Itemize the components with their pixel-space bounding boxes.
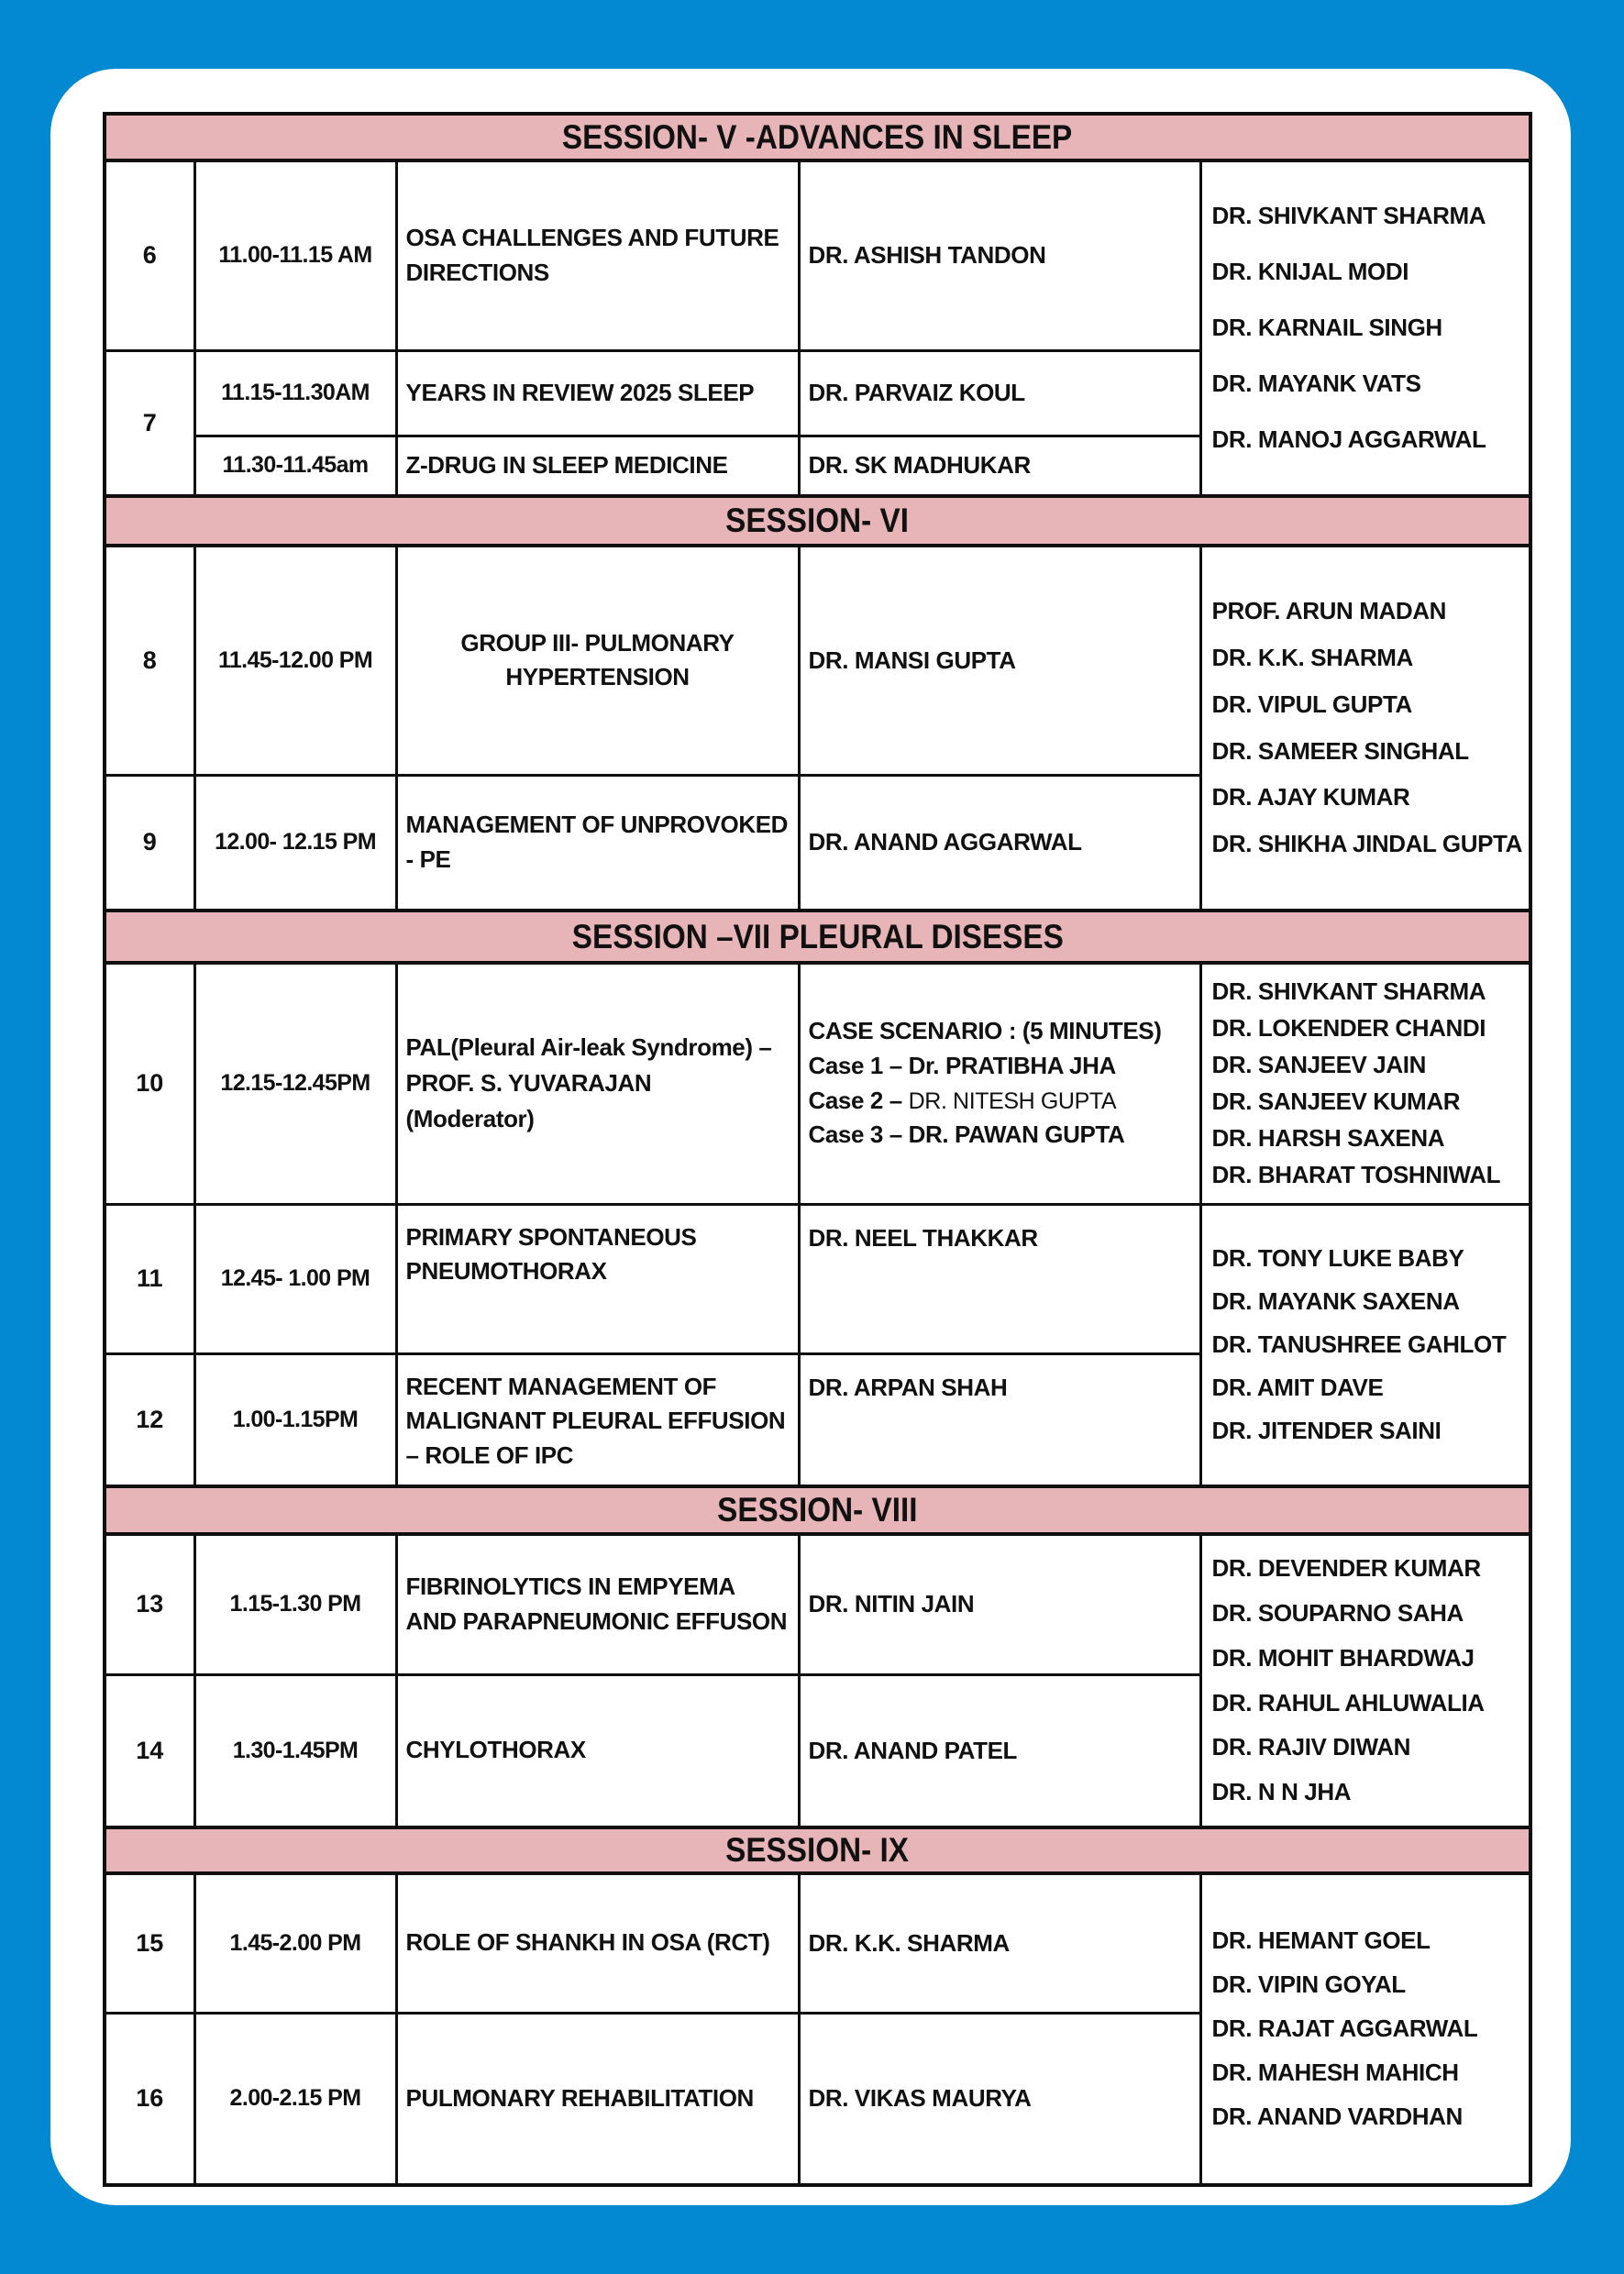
chairperson-name: PROF. ARUN MADAN [1211,596,1447,624]
serial-cell: 14 [105,1674,194,1827]
case-2-speaker: DR. NITESH GUPTA [908,1087,1117,1114]
chairpersons-cell [1200,1873,1530,2185]
speaker-cell: DR. NEEL THAKKAR [799,1204,1200,1353]
serial-cell: 10 [105,963,194,1204]
serial-cell: 8 [105,546,194,775]
topic-line: (Moderator) [405,1105,535,1133]
session-v-title: SESSION- V -ADVANCES IN SLEEP [562,117,1073,156]
session-vii-header-row [105,911,1530,963]
time-cell: 1.15-1.30 PM [194,1534,396,1674]
schedule-table [103,112,1532,2187]
chairpersons-cell [1200,160,1530,496]
session-ix-header [105,1827,1530,1873]
chairperson-name: DR. LOKENDER CHANDI [1211,1013,1486,1042]
topic-cell: FIBRINOLYTICS IN EMPYEMA AND PARAPNEUMONIC EFFUSON [396,1534,799,1674]
session-ix-title: SESSION- IX [725,1831,910,1869]
case-scenario-heading: CASE SCENARIO : (5 MINUTES) [808,1017,1162,1045]
chairperson-name: DR. MAYANK VATS [1211,369,1421,397]
chairperson-name: DR. KARNAIL SINGH [1211,314,1442,342]
chairperson-name: DR. MOHIT BHARDWAJ [1211,1643,1475,1672]
serial-cell: 6 [105,160,194,350]
chairperson-name: DR. RAJIV DIWAN [1211,1733,1410,1761]
chairpersons-cell [1200,546,1530,911]
session-vi-header [105,496,1530,546]
time-cell: 2.00-2.15 PM [194,2013,396,2185]
time-cell: 1.00-1.15PM [194,1353,396,1486]
chairperson-name: DR. SOUPARNO SAHA [1211,1598,1464,1627]
session-v-header [105,114,1530,160]
chairperson-name: DR. MANOJ AGGARWAL [1211,425,1486,453]
session-viii-header-row [105,1486,1530,1534]
speaker-cell: DR. ARPAN SHAH [799,1353,1200,1486]
speaker-cell: DR. SK MADHUKAR [799,436,1200,496]
speaker-cell: DR. NITIN JAIN [799,1534,1200,1674]
topic-cell: PULMONARY REHABILITATION [396,2013,799,2185]
chairperson-name: DR. HEMANT GOEL [1211,1926,1431,1955]
speaker-cell: DR. MANSI GUPTA [799,546,1200,775]
serial-cell: 9 [105,775,194,911]
topic-cell [396,963,799,1204]
chairperson-name: DR. SAMEER SINGHAL [1211,736,1469,765]
chairperson-name: DR. SANJEEV JAIN [1211,1050,1426,1078]
chairperson-name: DR. SHIKHA JINDAL GUPTA [1211,830,1522,858]
topic-cell: GROUP III- PULMONARY HYPERTENSION [396,546,799,775]
chairpersons-cell [1200,1534,1530,1827]
chairperson-name: DR. SHIVKANT SHARMA [1211,977,1486,1006]
speaker-cell: DR. ANAND AGGARWAL [799,775,1200,911]
chairpersons-cell [1200,1204,1530,1486]
speaker-cell: DR. PARVAIZ KOUL [799,350,1200,436]
chairperson-name: DR. AMIT DAVE [1211,1373,1384,1401]
table-row [105,1204,1530,1353]
case-2-line [809,1084,1194,1119]
time-cell: 11.45-12.00 PM [194,546,396,775]
table-row [105,963,1530,1204]
time-cell: 11.15-11.30AM [194,350,396,436]
topic-cell: MANAGEMENT OF UNPROVOKED - PE [396,775,799,911]
speaker-cell: DR. K.K. SHARMA [799,1873,1200,2013]
chairperson-name: DR. KNIJAL MODI [1211,258,1409,286]
serial-cell: 15 [105,1873,194,2013]
serial-cell: 16 [105,2013,194,2185]
chairperson-name: DR. MAHESH MAHICH [1211,2058,1459,2086]
chairperson-name: DR. VIPUL GUPTA [1211,690,1412,718]
session-v-header-row [105,114,1530,160]
chairperson-name: DR. JITENDER SAINI [1211,1416,1442,1444]
table-row [105,546,1530,775]
speaker-cell: DR. ANAND PATEL [799,1674,1200,1827]
topic-cell: RECENT MANAGEMENT OF MALIGNANT PLEURAL EFFUSION – ROLE OF IPC [396,1353,799,1486]
topic-cell: Z-DRUG IN SLEEP MEDICINE [396,436,799,496]
case-3-line: Case 3 – DR. PAWAN GUPTA [808,1120,1125,1149]
speaker-cell: DR. VIKAS MAURYA [799,2013,1200,2185]
chairperson-name: DR. RAHUL AHLUWALIA [1211,1688,1485,1717]
chairperson-name: DR. TONY LUKE BABY [1211,1244,1464,1273]
topic-cell: PRIMARY SPONTANEOUS PNEUMOTHORAX [396,1204,799,1353]
chairpersons-cell [1200,963,1530,1204]
time-cell: 11.00-11.15 AM [194,160,396,350]
topic-line: PROF. S. YUVARAJAN [405,1069,652,1098]
table-row [105,1873,1530,2013]
topic-line: PAL(Pleural Air-leak Syndrome) – [405,1033,772,1062]
table-row [105,1534,1530,1674]
chairperson-name: DR. VIPIN GOYAL [1211,1970,1406,1999]
session-ix-header-row [105,1827,1530,1873]
speaker-cell: DR. ASHISH TANDON [799,160,1200,350]
topic-cell: CHYLOTHORAX [396,1674,799,1827]
chairperson-name: DR. SHIVKANT SHARMA [1211,202,1486,230]
serial-cell: 13 [105,1534,194,1674]
case-scenario-cell [799,963,1200,1204]
schedule-card [50,69,1571,2205]
chairperson-name: DR. AJAY KUMAR [1211,783,1410,811]
session-vi-header-row [105,496,1530,546]
time-cell: 12.45- 1.00 PM [194,1204,396,1353]
topic-cell: OSA CHALLENGES AND FUTURE DIRECTIONS [396,160,799,350]
time-cell: 1.30-1.45PM [194,1674,396,1827]
chairperson-name: DR. MAYANK SAXENA [1211,1286,1460,1315]
chairperson-name: DR. SANJEEV KUMAR [1211,1087,1461,1115]
session-viii-header [105,1486,1530,1534]
serial-cell: 11 [105,1204,194,1353]
case-2-prefix: Case 2 – [808,1086,909,1114]
serial-cell: 7 [105,350,194,496]
topic-cell: YEARS IN REVIEW 2025 SLEEP [396,350,799,436]
session-vii-header [105,911,1530,963]
topic-cell: ROLE OF SHANKH IN OSA (RCT) [396,1873,799,2013]
session-vi-title: SESSION- VI [725,502,910,539]
serial-cell: 12 [105,1353,194,1486]
chairperson-name: DR. HARSH SAXENA [1211,1123,1445,1152]
chairperson-name: DR. TANUSHREE GAHLOT [1211,1330,1507,1358]
chairperson-name: DR. K.K. SHARMA [1211,643,1413,671]
chairperson-name: DR. BHARAT TOSHNIWAL [1211,1160,1501,1188]
session-vii-title: SESSION –VII PLEURAL DISESES [571,917,1064,955]
chairperson-name: DR. ANAND VARDHAN [1211,2102,1463,2130]
session-viii-title: SESSION- VIII [717,1491,918,1529]
table-row [105,160,1530,350]
case-1-line: Case 1 – Dr. PRATIBHA JHA [808,1052,1116,1080]
chairperson-name: DR. N N JHA [1211,1778,1352,1806]
time-cell: 12.15-12.45PM [194,963,396,1204]
time-cell: 1.45-2.00 PM [194,1873,396,2013]
chairperson-name: DR. DEVENDER KUMAR [1211,1553,1481,1582]
chairperson-name: DR. RAJAT AGGARWAL [1211,2015,1478,2043]
time-cell: 12.00- 12.15 PM [194,775,396,911]
time-cell: 11.30-11.45am [194,436,396,496]
